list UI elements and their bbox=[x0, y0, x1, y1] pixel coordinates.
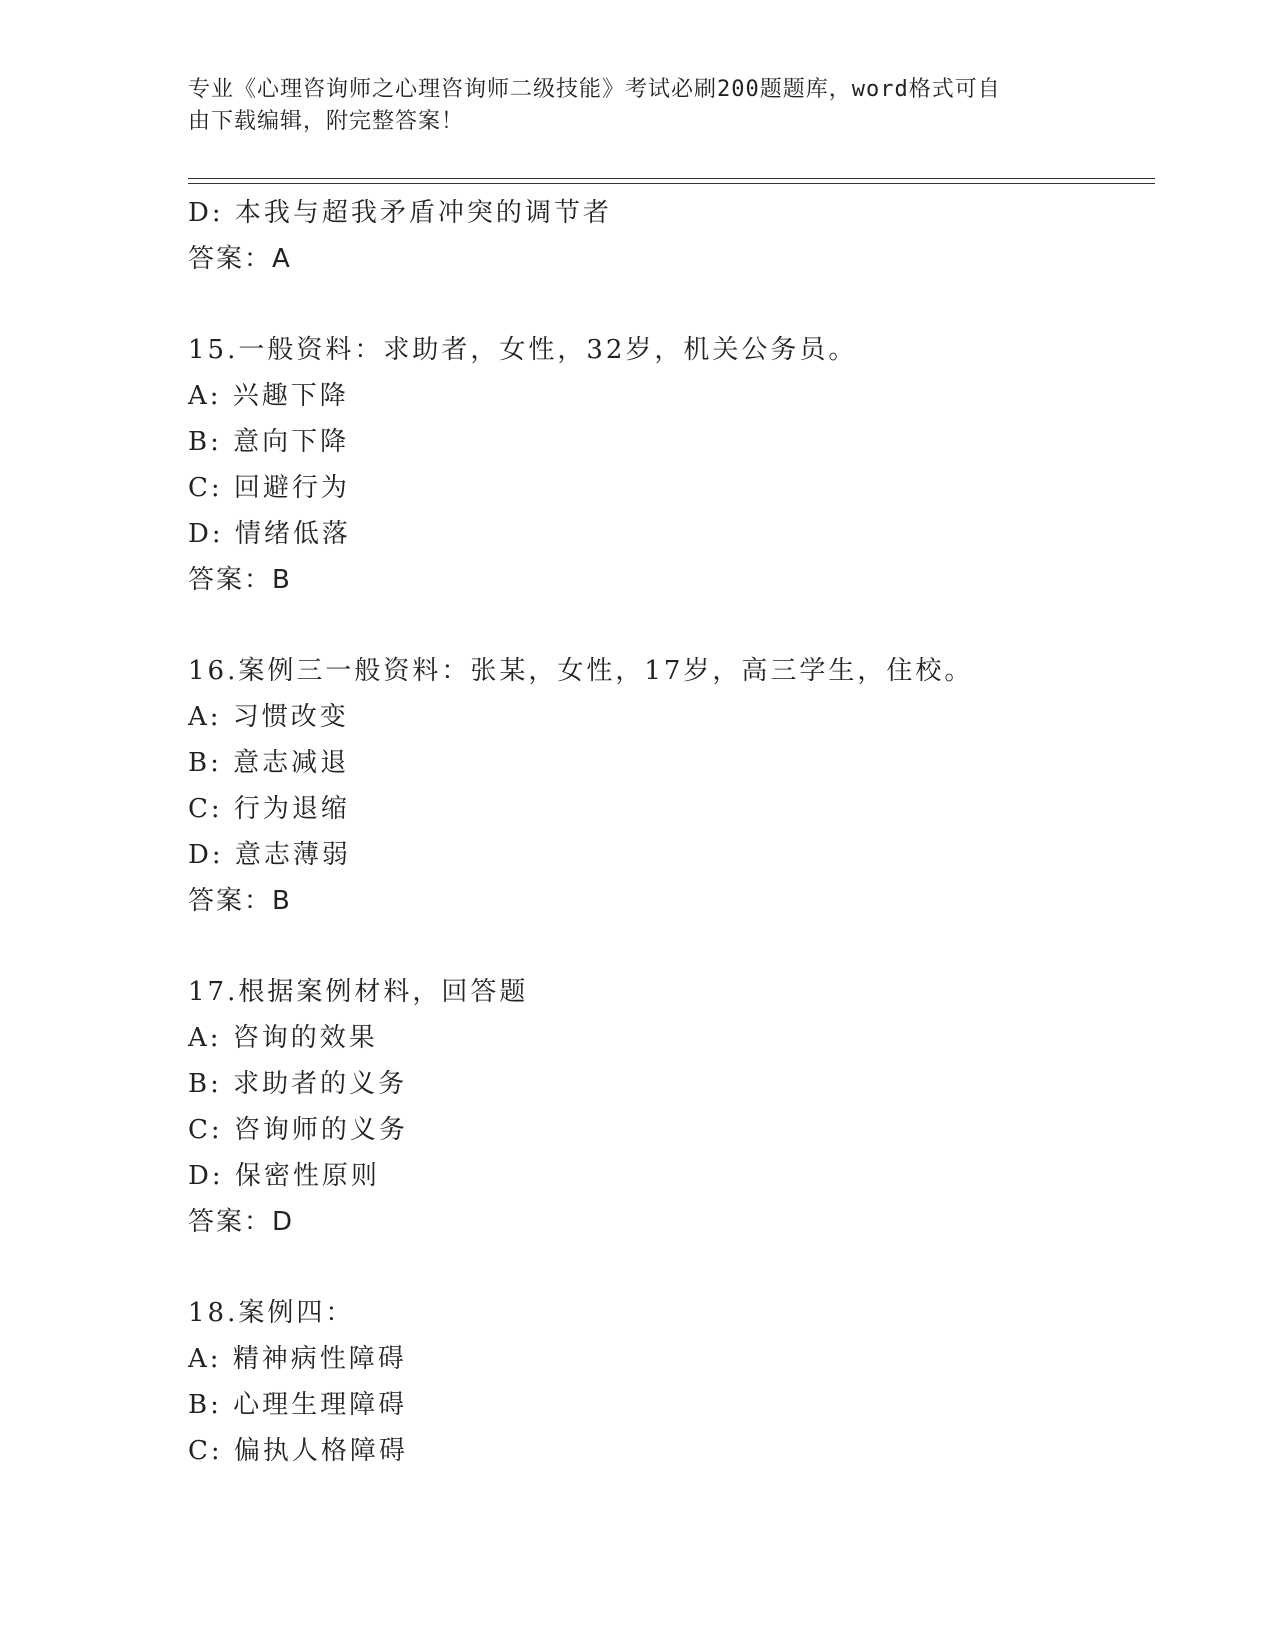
question-list bbox=[188, 190, 1148, 1474]
option-d: D: 本我与超我矛盾冲突的调节者 bbox=[188, 198, 612, 228]
option-b: B: 意向下降 bbox=[188, 427, 350, 457]
option-d: D: 情绪低落 bbox=[188, 519, 351, 549]
option-b: B: 意志减退 bbox=[188, 748, 350, 778]
question-16 bbox=[188, 648, 1148, 924]
header-divider-bottom bbox=[188, 183, 1155, 184]
option-a: A: 精神病性障碍 bbox=[188, 1344, 407, 1374]
question-stem: 17.根据案例材料，回答题 bbox=[188, 977, 529, 1007]
answer: 答案：B bbox=[188, 886, 292, 916]
question-17 bbox=[188, 969, 1148, 1245]
header-line-2: 由下载编辑，附完整答案！ bbox=[188, 109, 465, 134]
question-stem: 16.案例三一般资料：张某，女性，17岁，高三学生，住校。 bbox=[188, 656, 974, 686]
question-stem: 15.一般资料：求助者，女性，32岁，机关公务员。 bbox=[188, 335, 858, 365]
question-stem: 18.案例四： bbox=[188, 1298, 355, 1328]
option-d: D: 意志薄弱 bbox=[188, 840, 351, 870]
option-a: A: 习惯改变 bbox=[188, 702, 349, 732]
document-header bbox=[188, 74, 1088, 138]
option-a: A: 咨询的效果 bbox=[188, 1023, 378, 1053]
option-c: C: 偏执人格障碍 bbox=[188, 1436, 408, 1466]
option-c: C: 回避行为 bbox=[188, 473, 350, 503]
option-d: D: 保密性原则 bbox=[188, 1161, 380, 1191]
answer: 答案：A bbox=[188, 244, 292, 274]
option-c: C: 咨询师的义务 bbox=[188, 1115, 408, 1145]
option-b: B: 求助者的义务 bbox=[188, 1069, 408, 1099]
option-b: B: 心理生理障碍 bbox=[188, 1390, 408, 1420]
option-c: C: 行为退缩 bbox=[188, 794, 350, 824]
answer: 答案：D bbox=[188, 1207, 295, 1237]
option-a: A: 兴趣下降 bbox=[188, 381, 349, 411]
question-18 bbox=[188, 1290, 1148, 1474]
header-divider-top bbox=[188, 178, 1155, 179]
question-15 bbox=[188, 327, 1148, 603]
answer: 答案：B bbox=[188, 565, 292, 595]
header-line-1: 专业《心理咨询师之心理咨询师二级技能》考试必刷200题题库，word格式可自 bbox=[188, 77, 1001, 102]
